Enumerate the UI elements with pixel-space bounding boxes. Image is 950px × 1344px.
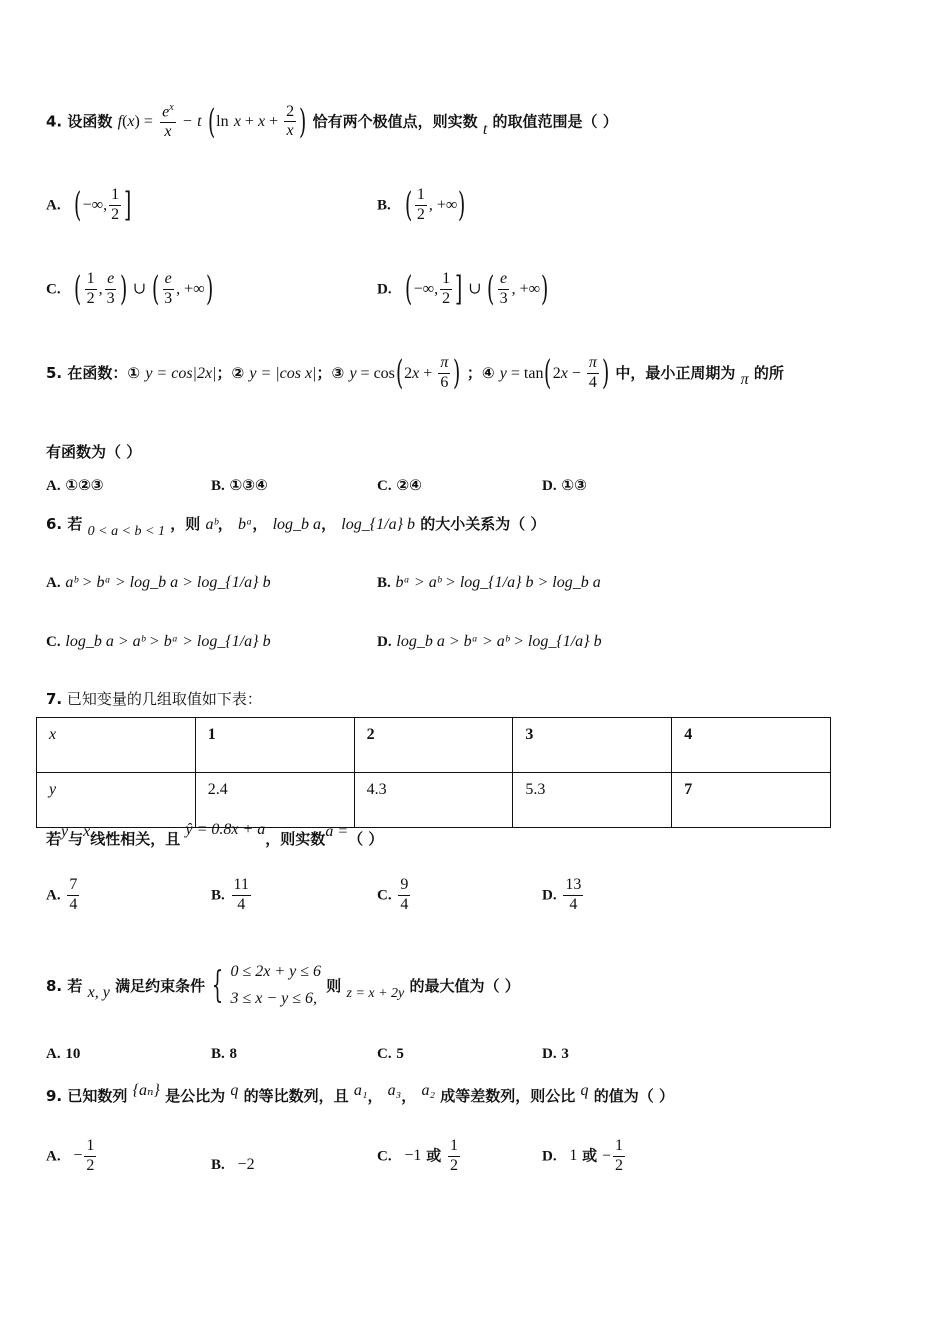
q4-suffix-b: 的取值范围是（ ） — [492, 112, 618, 131]
q6-t4: log_{1/a} b — [341, 516, 415, 533]
q4-option-c[interactable]: C. ( $\frac{1}{2}$ , $\frac{e}{3}$ ) ∪ ( $\frac{e}{3}$ , +∞) — [46, 269, 213, 310]
q5-option-d[interactable]: D. ①③ — [542, 476, 587, 494]
q9-prefix: 已知数列 — [67, 1087, 128, 1105]
table-cell: 4.3 — [354, 773, 513, 828]
question-6: 6. 若 0 < a < b < 1 ，则 aᵇ， bᵃ， log_b a， log_{1/a} b 的大小关系为（ ） — [46, 515, 546, 539]
q8-prefix: 若 — [67, 976, 83, 995]
q9-number: 9. — [46, 1087, 63, 1105]
q5-f3: y = cos(2x + $\frac{\pi}{6}$ ) — [349, 353, 461, 394]
q9-a1: a₁ — [353, 1082, 368, 1099]
question-4 — [46, 103, 618, 141]
q5-f4: y = tan(2x − $\frac{\pi}{4}$ ) — [499, 353, 610, 394]
q6-mid: ，则 — [170, 515, 201, 533]
q5-line2: 有函数为（ ） — [46, 443, 142, 461]
q6-option-c[interactable]: C. log_b a > aᵇ > bᵃ > log_{1/a} b — [46, 633, 271, 650]
q7-cond-c: 线性相关，且 — [90, 830, 181, 848]
q5-suffix-b: 的所 — [753, 363, 784, 382]
q4-suffix-a: 恰有两个极值点，则实数 — [312, 112, 478, 131]
q9-q-2: q — [580, 1082, 589, 1099]
q5-f2: y = |cos x| — [249, 364, 317, 382]
q8-option-b[interactable]: B. 8 — [211, 1046, 238, 1062]
table-cell: 1 — [195, 718, 354, 773]
q9-mid2: 的等比数列，且 — [243, 1087, 349, 1105]
question-5 — [46, 355, 784, 392]
q5-number: 5. — [46, 363, 63, 382]
q9-option-a[interactable]: A. − $\frac{1}{2}$ — [46, 1137, 95, 1174]
q8-objective: z = x + 2y — [346, 985, 405, 1001]
q8-option-c[interactable]: C. 5 — [377, 1046, 404, 1062]
table-cell: y — [37, 773, 196, 828]
q7-intro: 已知变量的几组取值如下表： — [66, 690, 262, 708]
q9-q: q — [230, 1082, 239, 1099]
table-cell: 2 — [354, 718, 513, 773]
q7-ask: a = — [325, 823, 349, 840]
q7-cond-e: （ ） — [348, 830, 384, 848]
q8-c2: 3 ≤ x − y ≤ 6, — [230, 990, 318, 1008]
q6-option-d[interactable]: D. log_b a > bᵃ > aᵇ > log_{1/a} b — [377, 633, 602, 650]
q7-option-c[interactable]: C. $\frac{9}{4}$ — [377, 876, 409, 913]
q7-cond-y: y — [61, 823, 69, 840]
q4-number: 4. — [46, 112, 63, 131]
q9-a2: a₂ — [421, 1082, 436, 1099]
q5-sep4: ；④ — [466, 363, 495, 382]
table-cell: 5.3 — [513, 773, 672, 828]
q8-number: 8. — [46, 976, 63, 995]
q8-then: 则 — [326, 976, 342, 995]
q5-pi: π — [740, 370, 749, 388]
q6-prefix: 若 — [67, 515, 83, 533]
question-9: 9. 已知数列 {aₙ} 是公比为 q 的等比数列，且 a₁， a₃， a₂ 成等差数列，则公比 q 的值为（ ） — [46, 1082, 674, 1105]
q8-option-d[interactable]: D. 3 — [542, 1046, 569, 1062]
q4-option-d[interactable]: D. (−∞, $\frac{1}{2}$ ] ∪ ( $\frac{e}{3}$ , +∞) — [377, 269, 549, 310]
q9-option-b[interactable]: B. −2 — [211, 1156, 255, 1173]
table-cell: x — [37, 718, 196, 773]
q5-sep3: ；③ — [316, 363, 345, 382]
q4-var-t: t — [482, 121, 488, 139]
q9-seq: {aₙ} — [132, 1082, 160, 1099]
q5-option-a[interactable]: A. ①②③ — [46, 476, 104, 494]
table-cell: 2.4 — [195, 773, 354, 828]
q5-option-b[interactable]: B. ①③④ — [211, 476, 268, 494]
q5-f1: y = cos|2x| — [145, 364, 217, 382]
q4-formula: f(x) = $\frac{e^x}{x}$ − t (ln x + x + $\frac{2}{x}$ ) — [117, 101, 307, 142]
q9-option-d[interactable]: D. 1 或 − $\frac{1}{2}$ — [542, 1137, 623, 1174]
q5-sep2: ；② — [216, 363, 245, 382]
q9-option-c[interactable]: C. −1 或 $\frac{1}{2}$ — [377, 1137, 458, 1174]
q6-number: 6. — [46, 515, 63, 533]
q6-suffix: 的大小关系为（ ） — [420, 515, 546, 533]
q7-number: 7. — [46, 690, 63, 708]
q8-option-a[interactable]: A. 10 — [46, 1046, 81, 1062]
q8-vars: x, y — [87, 983, 110, 1001]
q7-condition — [46, 821, 384, 849]
q7-option-d[interactable]: D. $\frac{13}{4}$ — [542, 876, 582, 913]
table-cell: 4 — [672, 718, 831, 773]
q7-regression: ŷ = 0.8x + a — [185, 821, 266, 838]
q4-option-a[interactable]: A. (−∞, $\frac{1}{2}$ ] — [46, 185, 132, 226]
question-7 — [46, 688, 262, 709]
q4-option-b[interactable]: B. ( $\frac{1}{2}$ , +∞) — [377, 185, 466, 226]
q9-a3: a₃ — [387, 1082, 402, 1099]
q8-lead — [46, 975, 206, 1001]
q8-mid: 满足约束条件 — [115, 976, 206, 995]
q8-suffix: 的最大值为（ ） — [409, 976, 520, 995]
q9-mid1: 是公比为 — [165, 1087, 226, 1105]
q6-t2: bᵃ — [238, 516, 253, 533]
table-row — [37, 718, 831, 773]
q8-c1: 0 ≤ 2x + y ≤ 6 — [230, 963, 322, 980]
table-cell: 7 — [672, 773, 831, 828]
q5-suffix-a: 中，最小正周期为 — [615, 363, 736, 382]
q9-mid4: 的值为（ ） — [593, 1087, 674, 1105]
q7-cond-a: 若 — [46, 830, 62, 848]
table-row — [37, 773, 831, 828]
q5-option-c[interactable]: C. ②④ — [377, 476, 422, 494]
q7-cond-x: x — [83, 823, 91, 840]
table-cell: 3 — [513, 718, 672, 773]
q6-t3: log_b a — [272, 516, 322, 533]
q7-option-b[interactable]: B. $\frac{11}{4}$ — [211, 876, 249, 913]
q9-mid3: 成等差数列，则公比 — [440, 1087, 576, 1105]
q6-option-a[interactable]: A. aᵇ > bᵃ > log_b a > log_{1/a} b — [46, 574, 271, 591]
q6-t1: aᵇ — [205, 516, 218, 533]
q6-option-b[interactable]: B. bᵃ > aᵇ > log_{1/a} b > log_b a — [377, 574, 601, 591]
q8-tail — [326, 975, 520, 1001]
question-8: 8. 若 x, y 满足约束条件 { 0 ≤ 2x + y ≤ 6 3 ≤ x − y ≤ 6, 则 z = x + 2y 的最大值为（ ） — [46, 958, 520, 1012]
q4-prefix: 设函数 — [67, 112, 113, 131]
q6-cond: 0 < a < b < 1 — [87, 524, 165, 539]
q7-option-a[interactable]: A. $\frac{7}{4}$ — [46, 876, 78, 913]
q7-cond-b: 与 — [68, 830, 84, 848]
q5-line1-prefix: 在函数：① — [67, 363, 141, 382]
data-table — [36, 717, 831, 828]
q7-cond-d: ，则实数 — [265, 830, 326, 848]
q8-constraints — [230, 958, 321, 1012]
